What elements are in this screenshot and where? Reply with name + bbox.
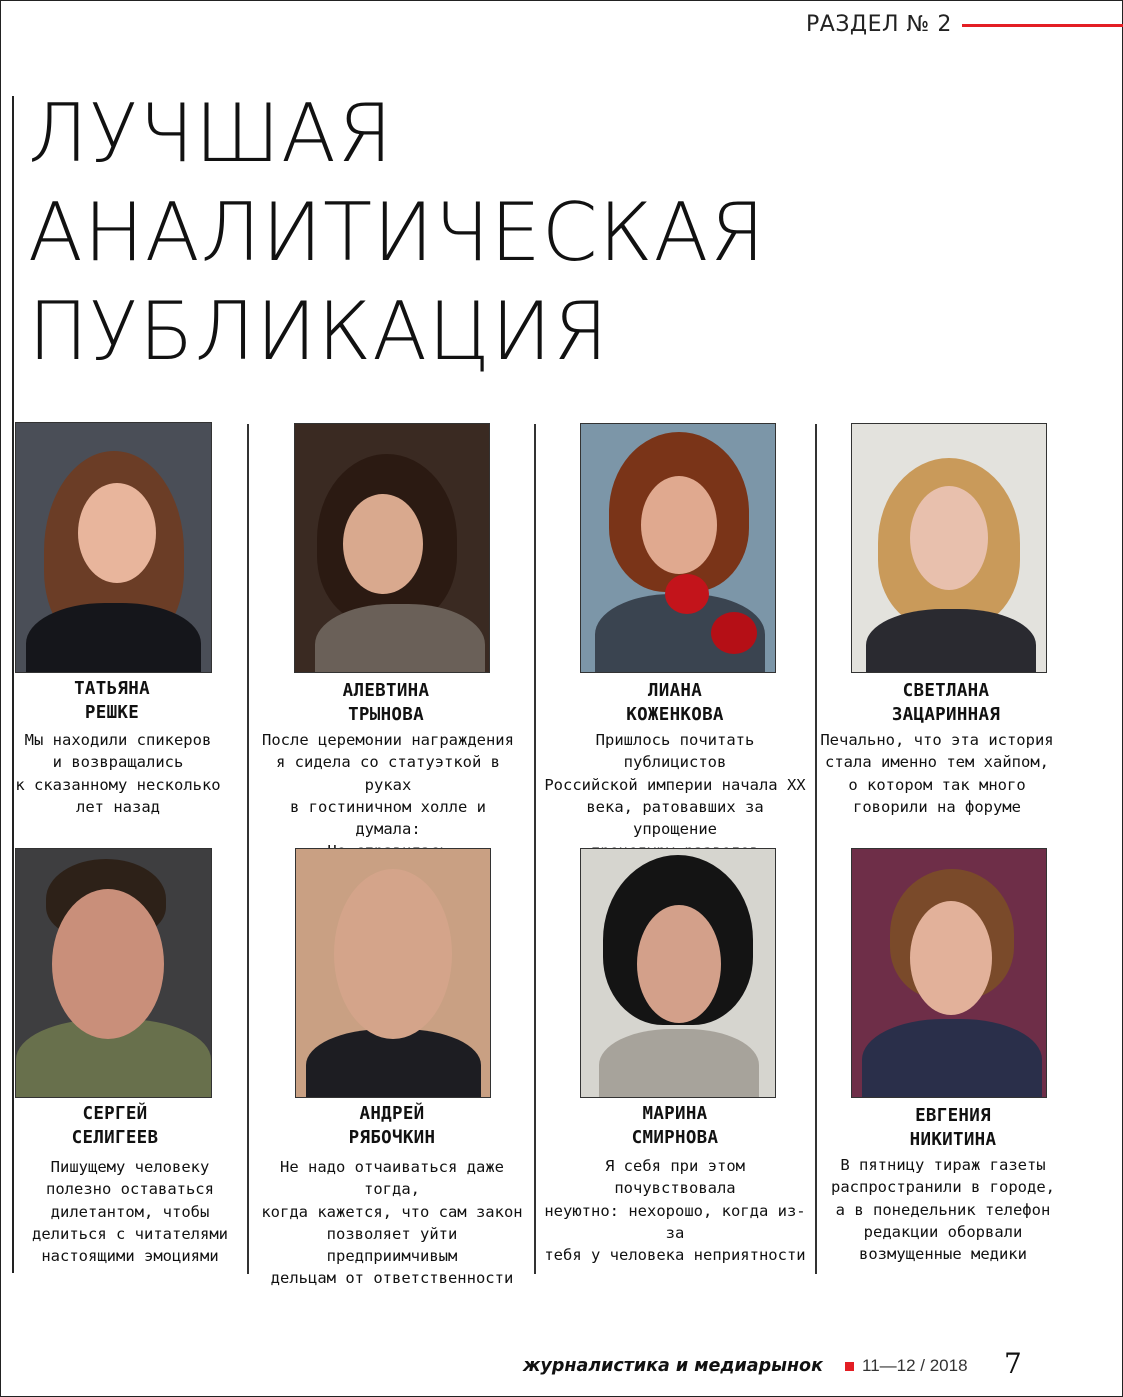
headline-line: ЛУЧШАЯ bbox=[28, 87, 394, 180]
person-name: ЕВГЕНИЯ НИКИТИНА bbox=[909, 1106, 997, 1150]
person-quote: Пишущему человеку полезно оставаться дилетантом, чтобы делиться с читателями настоящими эмоциями bbox=[32, 1158, 228, 1266]
portrait-photo bbox=[580, 423, 776, 673]
person-quote: Я себя при этом почувствовала неуютно: нехорошо, когда из-за тебя у человека неприятности bbox=[544, 1157, 806, 1265]
person-name: АЛЕВТИНА ТРЫНОВА bbox=[342, 681, 430, 725]
person-quote: В пятницу тираж газеты распространили в городе, а в понедельник телефон редакции оборвали возмущенные медики bbox=[831, 1156, 1055, 1264]
page-number: 7 bbox=[1004, 1347, 1022, 1380]
person-name: АНДРЕЙ РЯБОЧКИН bbox=[348, 1104, 436, 1148]
portrait-photo bbox=[15, 422, 212, 673]
column-divider bbox=[534, 424, 536, 1274]
person-quote: После церемонии награждения я сидела со статуэткой в руках в гостиничном холле и думала: bbox=[262, 731, 514, 839]
person-name: СЕРГЕЙ СЕЛИГЕЕВ bbox=[71, 1104, 159, 1148]
person-quote: Пришлось почитать публицистов Российской империи начала ХХ века, ратовавших за упрощение bbox=[544, 731, 806, 839]
person-name: МАРИНА СМИРНОВА bbox=[631, 1104, 719, 1148]
portrait-photo bbox=[580, 848, 776, 1098]
portrait-photo bbox=[15, 848, 212, 1098]
person-quote: Печально, что эта история стала именно тем хайпом, о котором так много говорили на форуме bbox=[820, 731, 1054, 816]
portrait-photo bbox=[294, 423, 490, 673]
section-label: РАЗДЕЛ № 2 bbox=[806, 12, 952, 37]
column-divider bbox=[815, 424, 817, 1274]
red-square-marker bbox=[845, 1362, 854, 1371]
headline-line: АНАЛИТИЧЕСКАЯ bbox=[28, 186, 766, 279]
person-name: ТАТЬЯНА РЕШКЕ bbox=[74, 679, 150, 723]
portrait-photo bbox=[851, 423, 1047, 673]
person-name: СВЕТЛАНА ЗАЦАРИННАЯ bbox=[891, 681, 1001, 725]
issue-number: 11—12 / 2018 bbox=[862, 1356, 968, 1375]
portrait-photo bbox=[295, 848, 491, 1098]
portrait-photo bbox=[851, 848, 1047, 1098]
headline bbox=[28, 84, 766, 381]
person-quote: Не надо отчаиваться даже тогда, когда кажется, что сам закон позволяет уйти предприимчивым дельцам от ответственности bbox=[261, 1158, 523, 1288]
person-quote: Мы находили спикеров и возвращались к сказанному несколько лет назад bbox=[15, 731, 221, 816]
person-name: ЛИАНА КОЖЕНКОВА bbox=[626, 681, 724, 725]
headline-line: ПУБЛИКАЦИЯ bbox=[28, 285, 610, 378]
magazine-name: журналистика и медиарынок bbox=[523, 1356, 823, 1376]
section-red-rule bbox=[962, 24, 1123, 27]
